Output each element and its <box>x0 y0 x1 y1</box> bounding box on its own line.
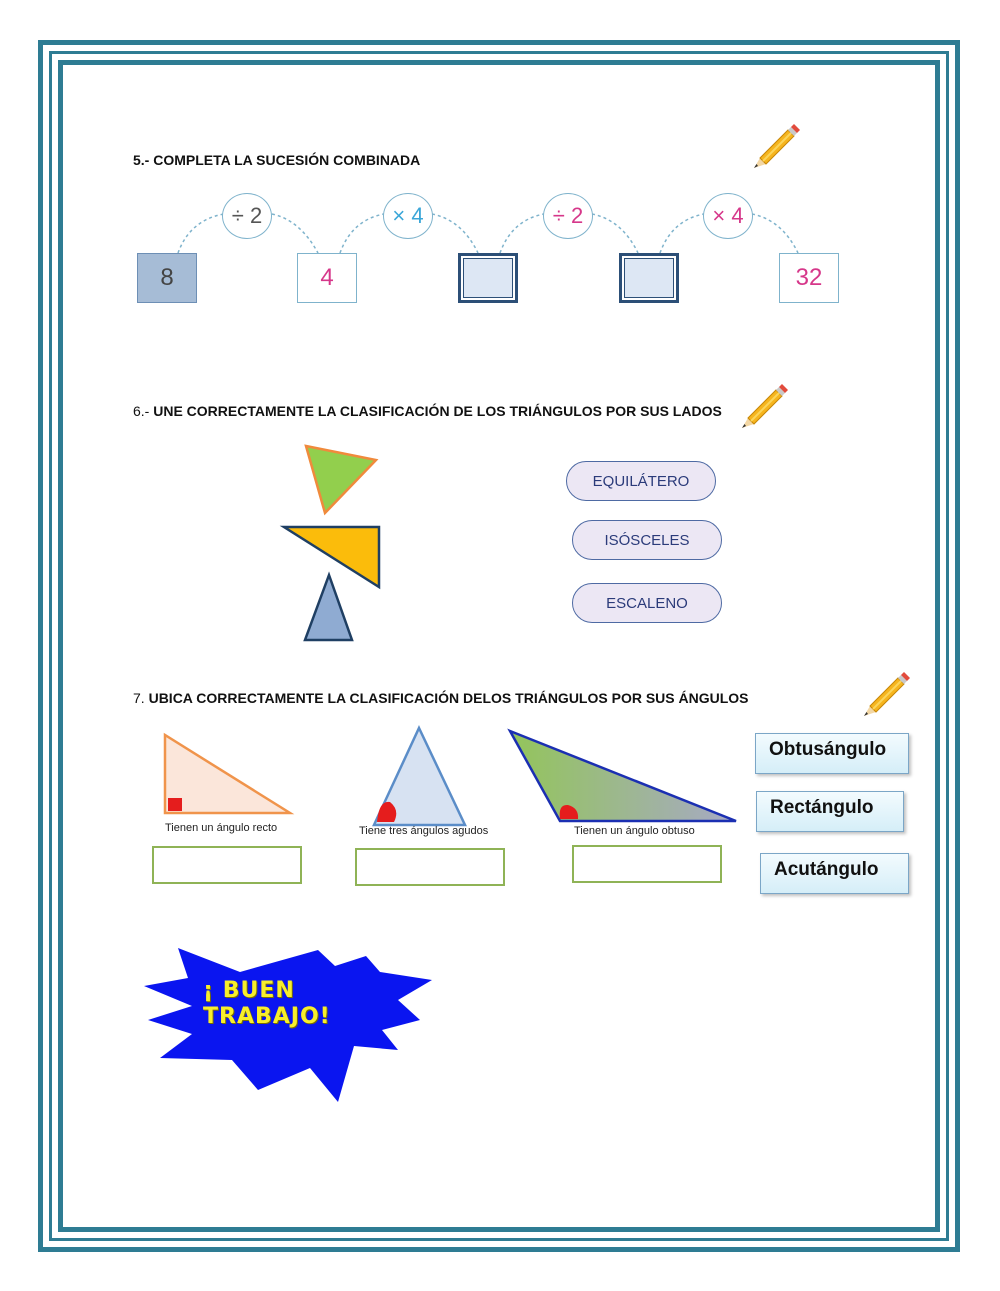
label-obtusangulo[interactable]: Obtusángulo <box>755 733 909 774</box>
option-isosceles[interactable]: ISÓSCELES <box>572 520 722 560</box>
good-job-text <box>203 978 331 1030</box>
section7-number: 7. <box>133 690 145 706</box>
good-job-line1: ¡ BUEN <box>203 978 295 1003</box>
section5-title: COMPLETA LA SUCESIÓN COMBINADA <box>153 152 421 168</box>
sequence-box-1: 8 <box>137 253 197 303</box>
caption-acute: Tiene tres ángulos agudos <box>359 825 489 837</box>
operation-divide-1: ÷ 2 <box>222 193 272 239</box>
label-rectangulo[interactable]: Rectángulo <box>756 791 904 832</box>
section5-number: 5.- <box>133 152 150 168</box>
section6-number: 6.- <box>133 403 150 419</box>
operation-multiply-2: × 4 <box>703 193 753 239</box>
sequence-box-2: 4 <box>297 253 357 303</box>
operation-divide-2: ÷ 2 <box>543 193 593 239</box>
caption-right: Tienen un ángulo recto <box>165 822 278 834</box>
sequence-box-5: 32 <box>779 253 839 303</box>
option-equilatero[interactable]: EQUILÁTERO <box>566 461 716 501</box>
section7-title: UBICA CORRECTAMENTE LA CLASIFICACIÓN DELOS TRIÁNGULOS POR SUS ÁNGULOS <box>148 690 749 706</box>
label-acutangulo[interactable]: Acutángulo <box>760 853 909 894</box>
section6-title: UNE CORRECTAMENTE LA CLASIFICACIÓN DE LOS TRIÁNGULOS POR SUS LADOS <box>153 403 722 419</box>
caption-obtuse: Tienen un ángulo obtuso <box>574 825 695 837</box>
good-job-line2: TRABAJO! <box>203 1004 331 1029</box>
option-escaleno[interactable]: ESCALENO <box>572 583 722 623</box>
operation-multiply-1: × 4 <box>383 193 433 239</box>
